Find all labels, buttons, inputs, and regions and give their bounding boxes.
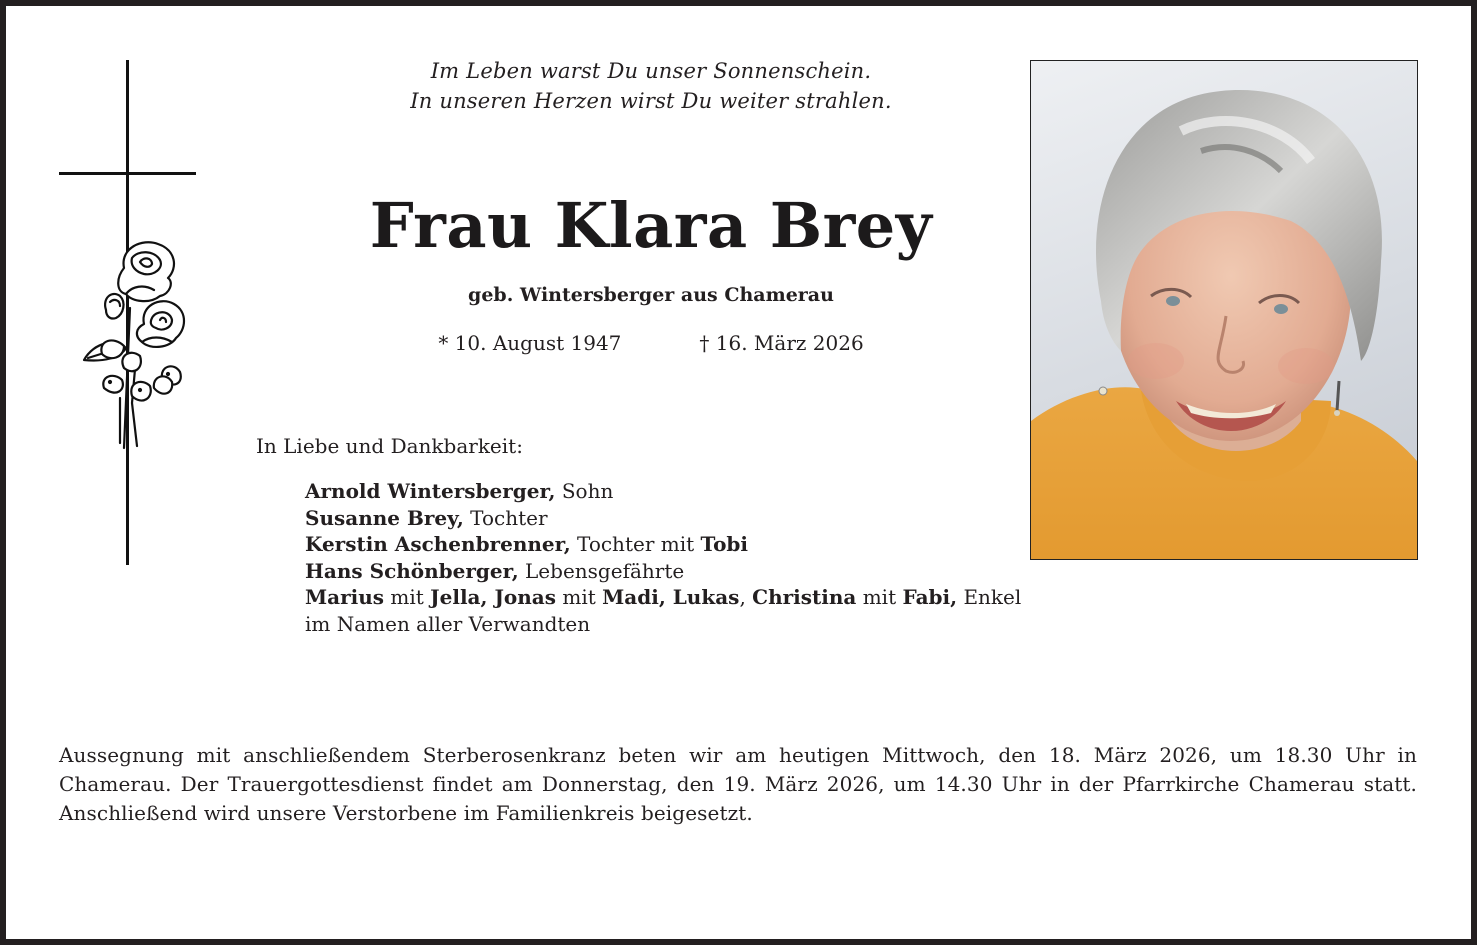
family-relation: , <box>739 585 753 609</box>
motto-line-2: In unseren Herzen wirst Du weiter strahlen. <box>410 89 892 113</box>
family-relation: Enkel <box>957 585 1022 609</box>
family-member-name: Hans Schönberger, <box>305 558 519 583</box>
family-line <box>305 611 1021 638</box>
thanks-heading: In Liebe und Dankbarkeit: <box>256 434 523 458</box>
birth-name-origin: geb. Wintersberger aus Chamerau <box>468 284 834 306</box>
family-line <box>305 584 1021 611</box>
birth-date: * 10. August 1947 <box>438 331 622 355</box>
life-dates <box>226 328 1076 358</box>
family-relation: Tochter mit <box>570 532 701 556</box>
funeral-notice: Aussegnung mit anschließendem Sterberosenkranz beten wir am heutigen Mittwoch, den 18. März 2026, um 18.30 Uhr in Chamerau. Der Trauergottesdienst findet am Donnerstag, den 19. März 2026, um 14.30 Uhr in der Pfarrkirche Chamerau statt. Anschließend wird unsere Verstorbene im Familienkreis beigesetzt. <box>59 743 1417 825</box>
family-member-name: Madi, Lukas <box>602 585 740 609</box>
family-line <box>305 531 1021 558</box>
family-member-name: Fabi, <box>902 585 958 609</box>
family-member-name: Arnold Wintersberger, <box>305 479 556 503</box>
obituary-card <box>6 6 1471 939</box>
family-list <box>305 478 1021 637</box>
portrait-illustration <box>1031 61 1417 559</box>
family-member-name: Susanne Brey, <box>305 505 464 530</box>
roses-icon <box>80 238 190 453</box>
family-line <box>305 558 1021 585</box>
motto <box>226 56 1076 116</box>
family-line <box>305 505 1021 532</box>
family-member-name: Jella, Jonas <box>430 585 557 609</box>
family-line <box>305 478 1021 505</box>
deceased-name: Frau Klara Brey <box>369 189 933 262</box>
family-relation: Lebensgefährte <box>518 558 685 583</box>
family-relation: mit <box>384 585 431 609</box>
family-relation: mit <box>556 585 603 609</box>
motto-line-1: Im Leben warst Du unser Sonnenschein. <box>430 59 872 83</box>
family-relation: im Namen aller Verwandten <box>305 611 591 636</box>
portrait-photo <box>1030 60 1418 560</box>
family-relation: Tochter <box>463 505 548 530</box>
family-member-name: Kerstin Aschenbrenner, <box>305 532 571 556</box>
death-date: † 16. März 2026 <box>699 331 864 355</box>
family-member-name: Christina <box>752 585 857 609</box>
family-relation: mit <box>856 585 903 609</box>
family-relation: Sohn <box>555 479 614 503</box>
family-member-name: Tobi <box>700 532 749 556</box>
family-member-name: Marius <box>305 585 385 609</box>
cross-horizontal-bar <box>59 172 196 175</box>
